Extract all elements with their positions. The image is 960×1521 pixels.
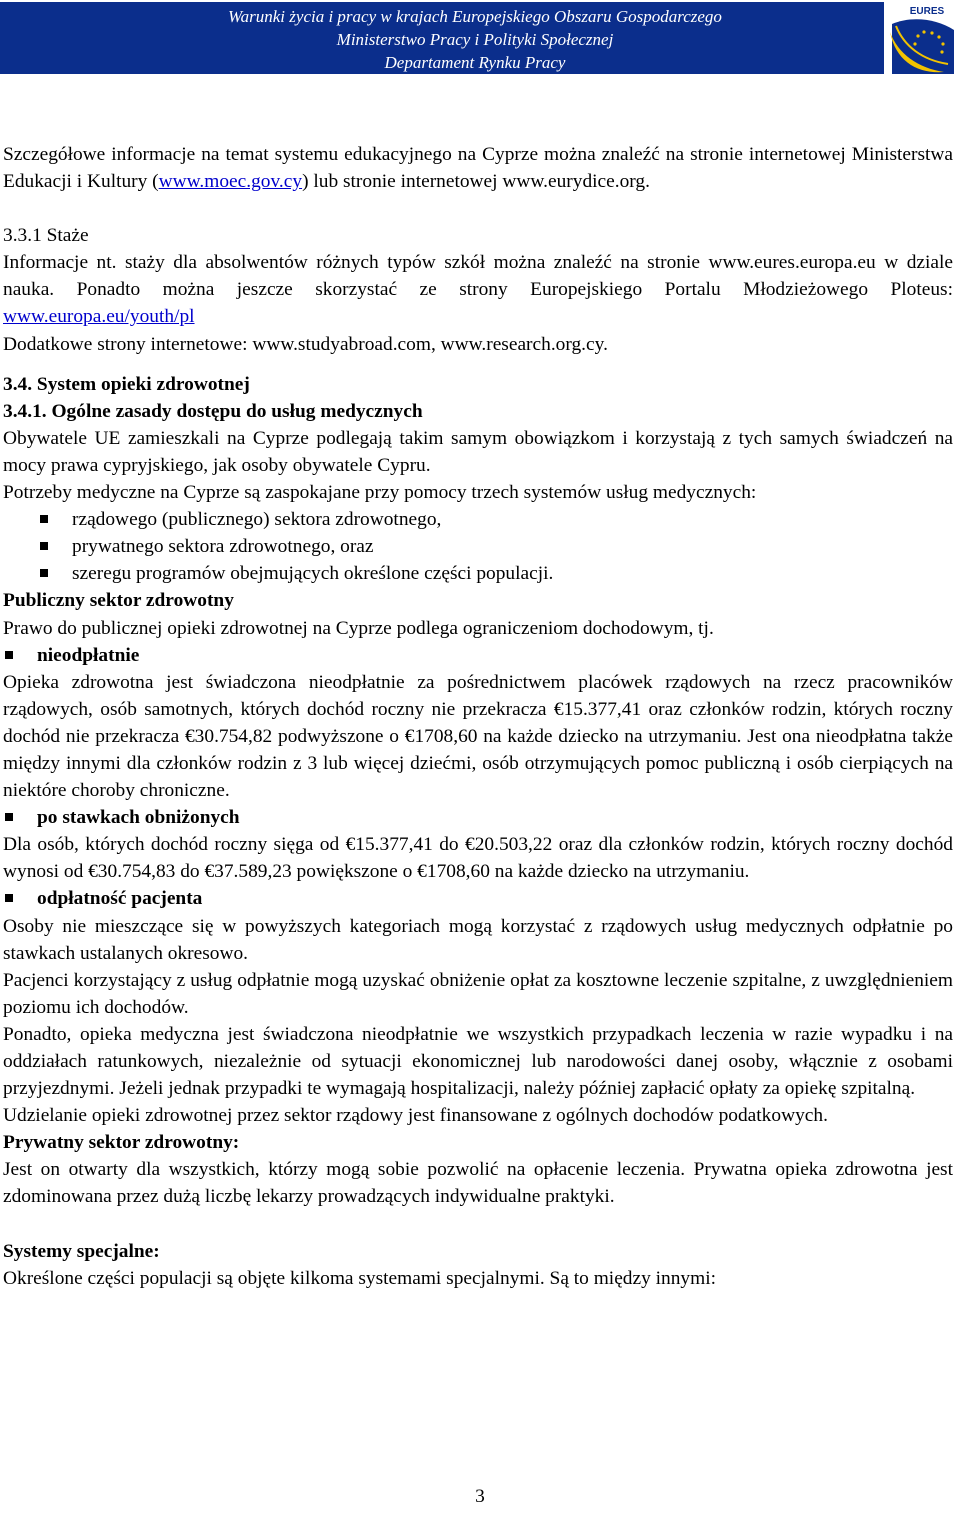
list-item: prywatnego sektora zdrowotnego, oraz — [3, 533, 953, 560]
public-sector-intro: Prawo do publicznej opieki zdrowotnej na Cyprze podlega ograniczeniom dochodowym, tj. — [3, 617, 714, 639]
health-paragraph-2: Potrzeby medyczne na Cyprze są zaspokajane przy pomocy trzech systemów usług medycznych: — [3, 482, 757, 504]
link-moec[interactable]: www.moec.gov.cy — [158, 171, 303, 193]
link-europa-youth[interactable]: www.europa.eu/youth/pl — [3, 306, 195, 328]
patient-paid-text-2: Pacjenci korzystający z usług odpłatnie mogą uzyskać obniżenie opłat za kosztowne leczenie szpitalne, z uwzględnieniem poziomu ich dochodów. — [3, 969, 953, 1018]
patient-paid-text-3: Ponadto, opieka medyczna jest świadczona nieodpłatnie we wszystkich przypadkach leczenia w razie wypadku i na oddziałach ratunkowych, niezależnie od sytuacji ekonomicznej lub narodowości danej osoby, włącznie z osobami przyjezdnymi. Jeżeli jednak przypadki te wymagają hospitalizacji, należy później zapłacić opłaty za opiekę szpitalną. — [3, 1023, 953, 1100]
private-sector-text: Jest on otwarty dla wszystkich, którzy mogą sobie pozwolić na opłacenie leczenia. Prywatna opieka zdrowotna jest zdominowana przez dużą liczbę lekarzy prowadzących indywidualne praktyki. — [3, 1159, 953, 1208]
list-item: szeregu programów obejmujących określone części populacji. — [3, 560, 953, 587]
special-systems-heading: Systemy specjalne: — [3, 1240, 160, 1262]
link-eures[interactable]: www.eures.europa.eu — [708, 252, 876, 274]
patient-paid-label: odpłatność pacjenta — [3, 885, 953, 912]
patient-paid-text-1: Osoby nie mieszczące się w powyższych kategoriach mogą korzystać z rządowych usług medycznych odpłatnie po stawkach ustalanych okresowo. — [3, 915, 953, 964]
eures-logo — [884, 2, 960, 76]
free-care-label: nieodpłatnie — [3, 642, 953, 669]
section-heading-staze: 3.3.1 Staże — [3, 225, 89, 247]
document-body — [3, 141, 953, 1292]
health-paragraph-1: Obywatele UE zamieszkali na Cyprze podlegają takim samym obowiązkom i korzystają z tych samych świadczeń na mocy prawa cypryjskiego, jak osoby obywatele Cypru. — [3, 427, 953, 476]
link-eurydice[interactable]: www.eurydice.org — [502, 171, 646, 193]
reduced-rate-text: Dla osób, których dochód roczny sięga od €15.377,41 do €20.503,22 oraz dla członków rodzin, których roczny dochód wynosi od €30.754,83 do €37.589,23 powiększone o €1708,60 na każde dziecko na utrzymaniu. — [3, 834, 953, 883]
header-text — [155, 5, 795, 74]
link-research[interactable]: www.research.org.cy — [440, 333, 604, 355]
public-sector-heading: Publiczny sektor zdrowotny — [3, 590, 234, 612]
intro-paragraph: Szczegółowe informacje na temat systemu edukacyjnego na Cyprze można znaleźć na stronie internetowej Ministerstwa Edukacji i Kultury (www.moec.gov.cy) lub stronie internetowej www.eurydice.org. — [3, 144, 953, 193]
special-systems-text: Określone części populacji są objęte kilkoma systemami specjalnymi. Są to między innymi: — [3, 1267, 716, 1289]
header-line-2: Ministerstwo Pracy i Polityki Społecznej — [336, 30, 614, 49]
private-sector-heading: Prywatny sektor zdrowotny: — [3, 1132, 240, 1154]
patient-paid-text-4: Udzielanie opieki zdrowotnej przez sektor rządowy jest finansowane z ogólnych dochodów podatkowych. — [3, 1105, 828, 1127]
staze-extra-links: Dodatkowe strony internetowe: www.studyabroad.com, www.research.org.cy. — [3, 333, 608, 355]
list-item: rządowego (publicznego) sektora zdrowotnego, — [3, 506, 953, 533]
logo-wordmark: EURES — [909, 6, 945, 17]
header-line-1: Warunki życia i pracy w krajach Europejskiego Obszaru Gospodarczego — [228, 7, 722, 26]
page-number: 3 — [475, 1486, 485, 1507]
subsection-heading-access: 3.4.1. Ogólne zasady dostępu do usług medycznych — [3, 400, 423, 422]
header-line-3: Departament Rynku Pracy — [384, 53, 566, 72]
page-header-banner — [0, 2, 960, 74]
section-heading-health: 3.4. System opieki zdrowotnej — [3, 373, 250, 395]
free-care-text: Opieka zdrowotna jest świadczona nieodpłatnie za pośrednictwem placówek rządowych na rzecz pracowników rządowych, osób samotnych, których dochód roczny nie przekracza €15.377,41 oraz członków rodzin, których roczny dochód nie przekracza €30.754,82 podwyższone o €1708,60 na każde dziecko na utrzymaniu. Jest ona nieodpłatna także między innymi dla członków rodzin z 3 lub więcej dziećmi, osób otrzymujących pomoc publiczną i osób cierpiących na niektóre choroby chroniczne. — [3, 671, 953, 802]
staze-paragraph: Informacje nt. staży dla absolwentów różnych typów szkół można znaleźć na stronie www.eures.europa.eu w dziale nauka. Ponadto można jeszcze skorzystać ze strony Europejskiego Portalu Młodzieżowego Ploteus: www.europa.eu/youth/pl — [3, 252, 953, 328]
link-studyabroad[interactable]: www.studyabroad.com — [252, 333, 431, 355]
reduced-rate-label: po stawkach obniżonych — [3, 804, 953, 831]
